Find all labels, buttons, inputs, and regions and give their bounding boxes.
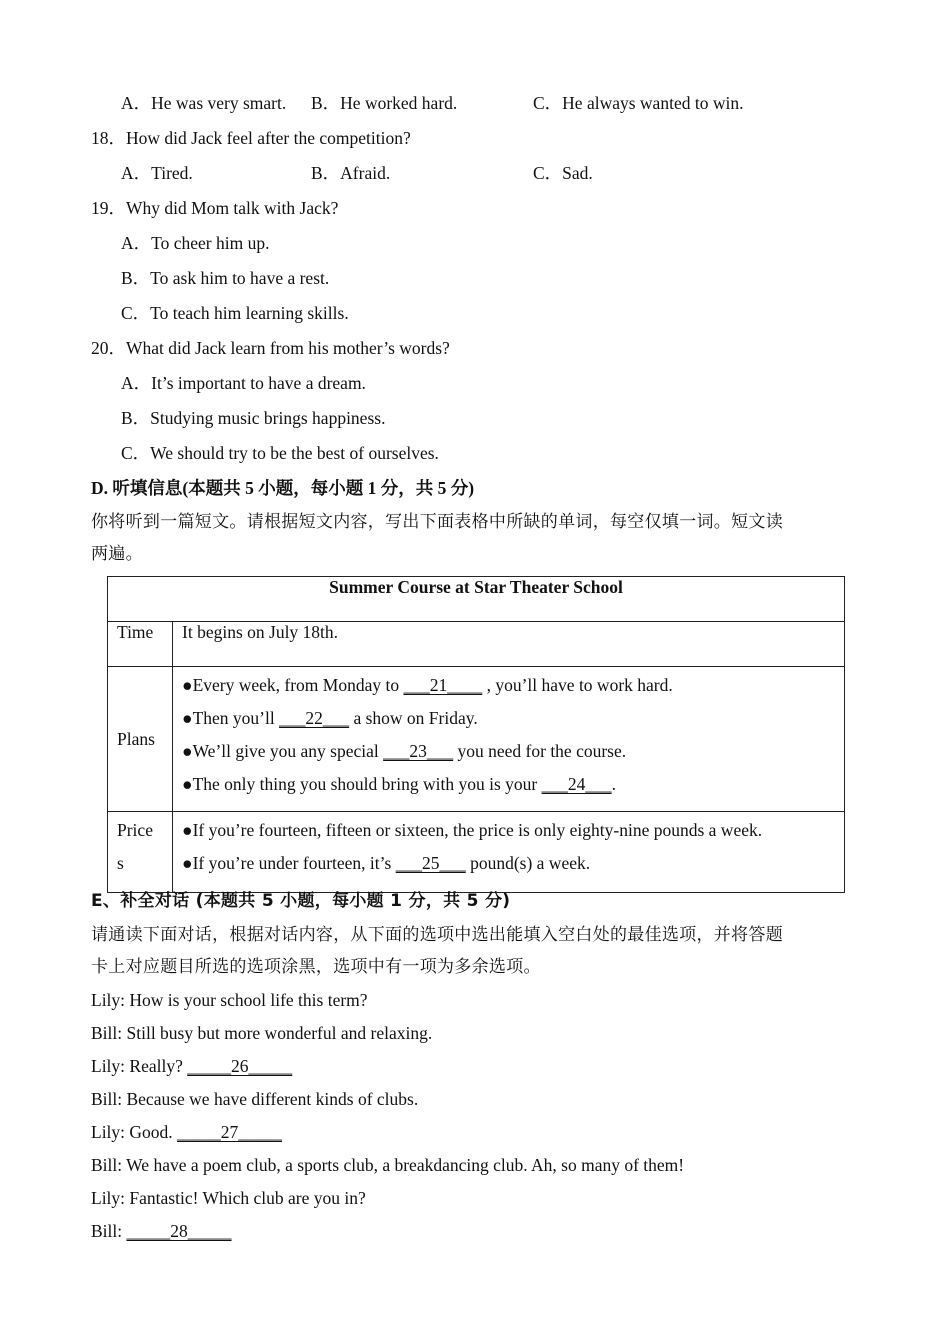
dialogue-text: Bill: Because we have different kinds of clubs. — [91, 1089, 419, 1109]
plan-text: , you’ll have to work hard. — [482, 675, 673, 695]
q20-option-b: B．Studying music brings happiness. — [121, 408, 386, 428]
price-text: ●If you’re fourteen, fifteen or sixteen, the price is only eighty-nine pounds a week. — [182, 820, 763, 840]
summer-course-table — [107, 576, 845, 893]
prices-label-line-2: s — [117, 853, 124, 873]
price-text: ●If you’re under fourteen, it’s — [182, 853, 396, 873]
prices-label-line-1: Price — [117, 820, 153, 840]
q17-option-b: B．He worked hard. — [311, 93, 458, 113]
plan-text: ●Then you’ll — [182, 708, 280, 728]
plan-item — [182, 669, 835, 702]
q19-option-a: A．To cheer him up. — [121, 233, 270, 253]
dialogue-line — [91, 1187, 366, 1209]
plan-text: a show on Friday. — [349, 708, 478, 728]
q19-option-c: C．To teach him learning skills. — [121, 303, 349, 323]
section-e-instruction-1: 请通读下面对话，根据对话内容，从下面的选项中选出能填入空白处的最佳选项，并将答题 — [91, 925, 783, 945]
prices-label — [108, 812, 173, 893]
q20-option-a: A．It’s important to have a dream. — [121, 373, 366, 393]
blank-23: ___23___ — [383, 741, 454, 761]
blank-24: ___24___ — [541, 774, 612, 794]
dialogue-text: Lily: Really? — [91, 1056, 188, 1076]
blank-27: _____27_____ — [177, 1122, 283, 1142]
time-label: Time — [108, 622, 173, 667]
q18-option-b: B．Afraid. — [311, 163, 391, 183]
blank-26: _____26_____ — [187, 1056, 293, 1076]
dialogue-text: Bill: We have a poem club, a sports club, a breakdancing club. Ah, so many of them! — [91, 1155, 685, 1175]
dialogue-line — [91, 1220, 232, 1242]
table-title: Summer Course at Star Theater School — [108, 577, 845, 622]
blank-28: _____28_____ — [126, 1221, 232, 1241]
price-item — [182, 847, 835, 880]
section-d-heading: D. 听填信息(本题共 5 小题，每小题 1 分，共 5 分) — [91, 478, 475, 498]
dialogue-text: Lily: How is your school life this term? — [91, 990, 368, 1010]
plan-text: ●We’ll give you any special — [182, 741, 384, 761]
q19-question: 19．Why did Mom talk with Jack? — [91, 198, 339, 218]
plan-text: you need for the course. — [453, 741, 627, 761]
dialogue-text: Bill: Still busy but more wonderful and relaxing. — [91, 1023, 433, 1043]
plan-item — [182, 735, 835, 768]
q19-option-b: B．To ask him to have a rest. — [121, 268, 330, 288]
plan-text: ●Every week, from Monday to — [182, 675, 404, 695]
plans-cell — [173, 667, 845, 812]
q18-question: 18．How did Jack feel after the competition? — [91, 128, 411, 148]
q18-option-a: A．Tired. — [121, 163, 193, 183]
plans-label: Plans — [108, 667, 173, 812]
dialogue-line — [91, 1022, 432, 1044]
dialogue-text: Bill: — [91, 1221, 127, 1241]
time-text: It begins on July 18th. — [173, 622, 845, 667]
dialogue-text: Lily: Fantastic! Which club are you in? — [91, 1188, 366, 1208]
plan-text: . — [611, 774, 616, 794]
dialogue-line — [91, 1055, 292, 1077]
plan-item — [182, 702, 835, 735]
section-e-instruction-2: 卡上对应题目所选的选项涂黑，选项中有一项为多余选项。 — [91, 957, 541, 977]
q18-option-c: C．Sad. — [533, 163, 593, 183]
blank-22: ___22___ — [279, 708, 350, 728]
price-text: pound(s) a week. — [465, 853, 591, 873]
dialogue-line — [91, 1088, 418, 1110]
section-d-instruction-2: 两遍。 — [91, 544, 143, 564]
dialogue-line — [91, 1121, 282, 1143]
dialogue-text: Lily: Good. — [91, 1122, 178, 1142]
blank-21: ___21____ — [403, 675, 483, 695]
dialogue-line — [91, 1154, 684, 1176]
section-d-instruction-1: 你将听到一篇短文。请根据短文内容，写出下面表格中所缺的单词，每空仅填一词。短文读 — [91, 512, 783, 532]
plan-text: ●The only thing you should bring with you is your — [182, 774, 542, 794]
section-e-heading: E、补全对话 (本题共 5 小题，每小题 1 分，共 5 分) — [91, 891, 511, 911]
q17-option-a: A．He was very smart. — [121, 93, 287, 113]
blank-25: ___25___ — [395, 853, 466, 873]
plan-item — [182, 768, 835, 801]
q17-option-c: C．He always wanted to win. — [533, 93, 744, 113]
q20-option-c: C．We should try to be the best of ourselves. — [121, 443, 439, 463]
prices-cell — [173, 812, 845, 893]
dialogue-line — [91, 989, 368, 1011]
q20-question: 20．What did Jack learn from his mother’s words? — [91, 338, 450, 358]
price-item — [182, 814, 835, 847]
